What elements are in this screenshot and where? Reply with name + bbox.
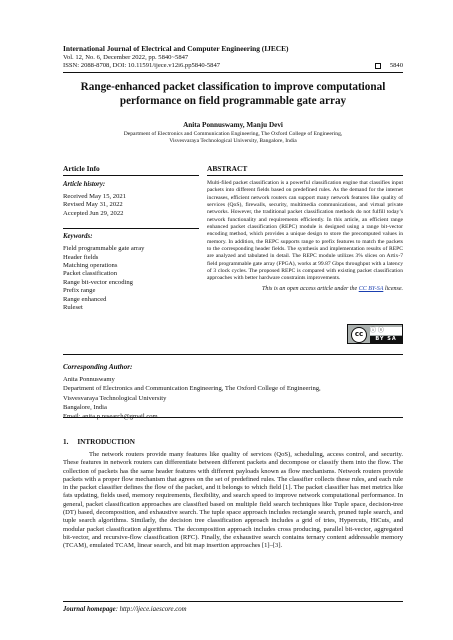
history-heading: Article history:: [63, 181, 106, 188]
issn-doi: ISSN: 2088-8708, DOI: 10.11591/ijece.v12i6.pp5840-5847: [63, 62, 221, 69]
introduction-section: [63, 438, 403, 551]
by-sa-icons: ⓘ ⓢ: [370, 327, 402, 335]
article-history: [63, 181, 199, 218]
article-info-heading: Article Info: [63, 164, 199, 176]
introduction-body: The network routers provide many features like quality of services (QoS), scheduling, access control, and security. These features in network routers can differentiate between different packets and decompose or classify them into the flow. The collection of packets has the same header features with different payloads known as flow mechanisms. Network routers provide packets with a proper flow mechanism that agrees on the set of predefined rules. The classifier collects these rules, and each rule in the packet classifier defines the flow of the packet, and it belongs to which field [1]. The packet classifier has met metrics like fats updating, fields used, memory requirements, flexibility, and search speed to improve network computational performance. In general, packet classification approaches are classified based on multiple field search techniques like Tuple space, decision-tree (DT) based, decomposition, and exhaustive search. The tuple space approach includes rectangle search, pruned tuple search, and tuple search algorithms. Similarly, the decision tree classification approach includes a grid of tries, Hypercuts, HiCuts, and modular packet classification algorithms. The decomposition approach includes cross producing, parallel bit-vector, aggregated bit-vector, and recursive-flow classification (RFC). Finally, the exhaustive search contains ternary content addressable memory (TCAM), emulated TCAM, linear search, and bit map insertion approaches [1]–[3].: [63, 451, 403, 550]
homepage-url[interactable]: : http://ijece.iaescore.com: [115, 606, 187, 613]
corr-university: Visvesvaraya Technological University: [63, 394, 167, 402]
header-rule: [63, 72, 403, 73]
corr-email: Email: anita.p.research@gmail.com: [63, 413, 158, 421]
issn-row: [63, 62, 403, 71]
homepage-label: Journal homepage: [63, 606, 116, 613]
abstract-heading: ABSTRACT: [207, 164, 403, 176]
journal-footer: [63, 606, 403, 613]
section-rule: [63, 354, 403, 355]
square-bullet-icon: [375, 63, 381, 69]
corresponding-heading: Corresponding Author:: [63, 363, 133, 371]
history-accepted: Accepted Jun 29, 2022: [63, 209, 124, 217]
page-number: 5840: [389, 62, 403, 69]
article-info: [63, 164, 199, 312]
license-prefix: This is an open access article under the: [262, 285, 359, 292]
cc-by-sa-badge[interactable]: [347, 324, 403, 344]
journal-volume: Vol. 12, No. 6, December 2022, pp. 5840~5847: [63, 53, 189, 61]
corr-name: Anita Ponnuswamy: [63, 376, 115, 383]
journal-name: International Journal of Electrical and Computer Engineering (IJECE): [63, 44, 289, 53]
license-note: [207, 286, 403, 292]
keyword-item: Range enhanced: [63, 295, 107, 303]
section-rule: [63, 417, 403, 418]
corr-location: Bangalore, India: [63, 403, 107, 411]
journal-header: [63, 44, 403, 62]
keyword-item: Header fields: [63, 253, 99, 261]
affiliation-line-1: Department of Electronics and Communication Engineering, The Oxford College of Engineering,: [123, 131, 343, 137]
corresponding-author: [63, 363, 403, 421]
introduction-heading: 1. INTRODUCTION: [63, 438, 135, 446]
author-affiliation: [55, 131, 411, 145]
corr-department: Department of Electronics and Communication Engineering, The Oxford College of Engineering,: [63, 385, 321, 393]
license-suffix: license.: [383, 285, 403, 292]
keyword-item: Matching operations: [63, 262, 118, 270]
history-received: Received May 15, 2021: [63, 193, 126, 200]
paper-title: Range-enhanced packet classification to improve computational performance on field programmable gate array: [80, 81, 386, 107]
cc-logo-icon: cc: [351, 327, 367, 343]
keyword-item: Field programmable gate array: [63, 245, 145, 253]
keyword-item: Prefix range: [63, 287, 96, 295]
history-revised: Revised May 31, 2022: [63, 201, 123, 209]
keyword-item: Range bit-vector encoding: [63, 278, 133, 286]
affiliation-line-2: Visvesvaraya Technological University, Bangalore, India: [169, 138, 297, 145]
license-link[interactable]: CC BY-SA: [358, 285, 384, 292]
keyword-item: Ruleset: [63, 304, 83, 312]
paper-authors: Anita Ponnuswamy, Manju Devi: [183, 121, 283, 129]
abstract-text: Multi-filed packet classification is a powerful classification engine that classifies input packets into different fields based on predefined rules. As the demand for the internet increases, efficient network routers can support many network features like quality of services (QoS), firewalls, security, multimedia communications, and virtual private networks. However, the traditional packet classification methods do not fulfill today’s network functionality and requirements efficiently. In this article, an efficient range enhanced packet classification (REPC) module is designed using a range bit-vector encoding method, which provides a unique design to store the precomputed values in memory. In addition, the REPC supports range to prefix features to match the packets to the corresponding header fields. The synthesis and implementation results of REPC are analyzed and tabulated in detail. The REPC module utilizes 3% slices on Artix-7 field programmable gate array (FPGA), works at 99.87 Gbps throughput with a latency of 3 clock cycles. The proposed REPC is compared with existing packet classification approaches with better hardware constraints improvements.: [207, 180, 403, 282]
by-sa-label: BY SA: [370, 336, 402, 343]
keywords-heading: Keywords:: [63, 233, 93, 241]
keywords-section: [63, 228, 199, 312]
keyword-item: Packet classification: [63, 270, 118, 278]
abstract-section: [207, 164, 403, 292]
footer-rule: [63, 601, 403, 602]
